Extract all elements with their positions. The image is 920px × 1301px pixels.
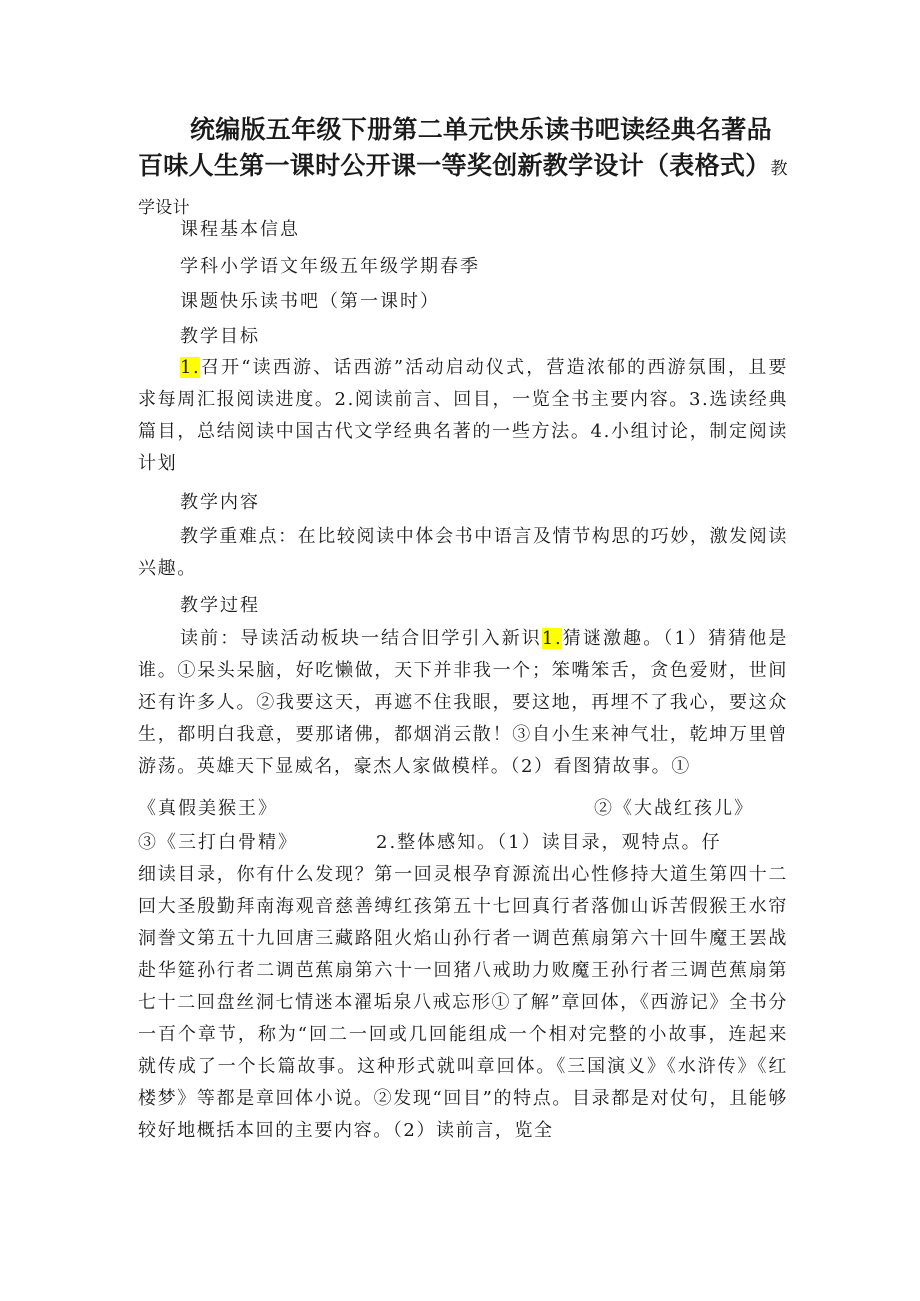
process-text: 猜谜激趣。（1）猜猜他是谁。①呆头呆脑，好吃懒做，天下并非我一个；笨嘴笨舌，贪色爱财，世间还有许多人。②我要这天，再遮不住我眼，要这地，再埋不了我心，要这众生，都明白我意，要那诸佛，都烟消云散！③自小生来神气壮，乾坤万里曾游荡。英雄天下显威名，豪杰人家做模样。（2）看图猜故事。①	[138, 628, 788, 777]
goals-heading: 教学目标	[180, 326, 260, 347]
process-heading: 教学过程	[180, 595, 260, 616]
document-title	[138, 112, 788, 226]
topic-line: 课题快乐读书吧（第一课时）	[180, 291, 440, 312]
subject-line: 学科小学语文年级五年级学期春季	[180, 256, 480, 277]
story-line-1	[138, 793, 788, 825]
difficulty-paragraph: 教学重难点：在比较阅读中体会书中语言及情节构思的巧妙，激发阅读兴趣。	[138, 526, 788, 579]
goals-number-highlight: 1.	[180, 357, 201, 378]
process-paragraph	[138, 623, 788, 815]
perception-text: 2.整体感知。（1）读目录，观特点。仔	[376, 832, 722, 853]
title-suffix: 教学设计	[138, 159, 788, 218]
story-2: ②《大战红孩儿》	[594, 798, 754, 819]
process-number-highlight: 1.	[541, 628, 563, 649]
title-main: 统编版五年级下册第二单元快乐读书吧读经典名著品百味人生第一课时公开课一等奖创新教学设计（表格式）	[138, 115, 772, 180]
story-3: ③《三打白骨精》	[138, 832, 298, 853]
process-intro: 读前：导读活动板块一结合旧学引入新识	[180, 628, 542, 649]
content-heading: 教学内容	[180, 492, 260, 513]
section-basic-info: 课程基本信息	[180, 219, 300, 240]
story-1: 《真假美猴王》	[138, 798, 278, 819]
catalog-paragraph: 细读目录，你有什么发现？第一回灵根孕育源流出心性修持大道生第四十二回大圣殷勤拜南海观音慈善缚红孩第五十七回真行者落伽山诉苦假猴王水帘洞誊文第五十九回唐三藏路阻火焰山孙行者一调芭蕉扇第六十回牛魔王罢战赴华筵孙行者二调芭蕉扇第六十一回猪八戒助力败魔王孙行者三调芭蕉扇第七十二回盘丝洞七情迷本濯垢泉八戒忘形①了解”章回体，《西游记》全书分一百个章节，称为“回二一回或几回能组成一个相对完整的小故事，连起来就传成了一个长篇故事。这种形式就叫章回体。《三国演义》《水浒传》《红楼梦》等都是章回体小说。②发现“回目”的特点。目录都是对仗句，且能够较好地概括本回的主要内容。（2）读前言，览全	[138, 864, 788, 1141]
story-line-2	[138, 827, 788, 859]
goals-text: 召开“读西游、话西游”活动启动仪式，营造浓郁的西游氛围，且要求每周汇报阅读进度。2.阅读前言、回目，一览全书主要内容。3.选读经典篇目，总结阅读中国古代文学经典名著的一些方法。4.小组讨论，制定阅读计划	[138, 357, 788, 474]
goals-paragraph	[138, 352, 788, 480]
